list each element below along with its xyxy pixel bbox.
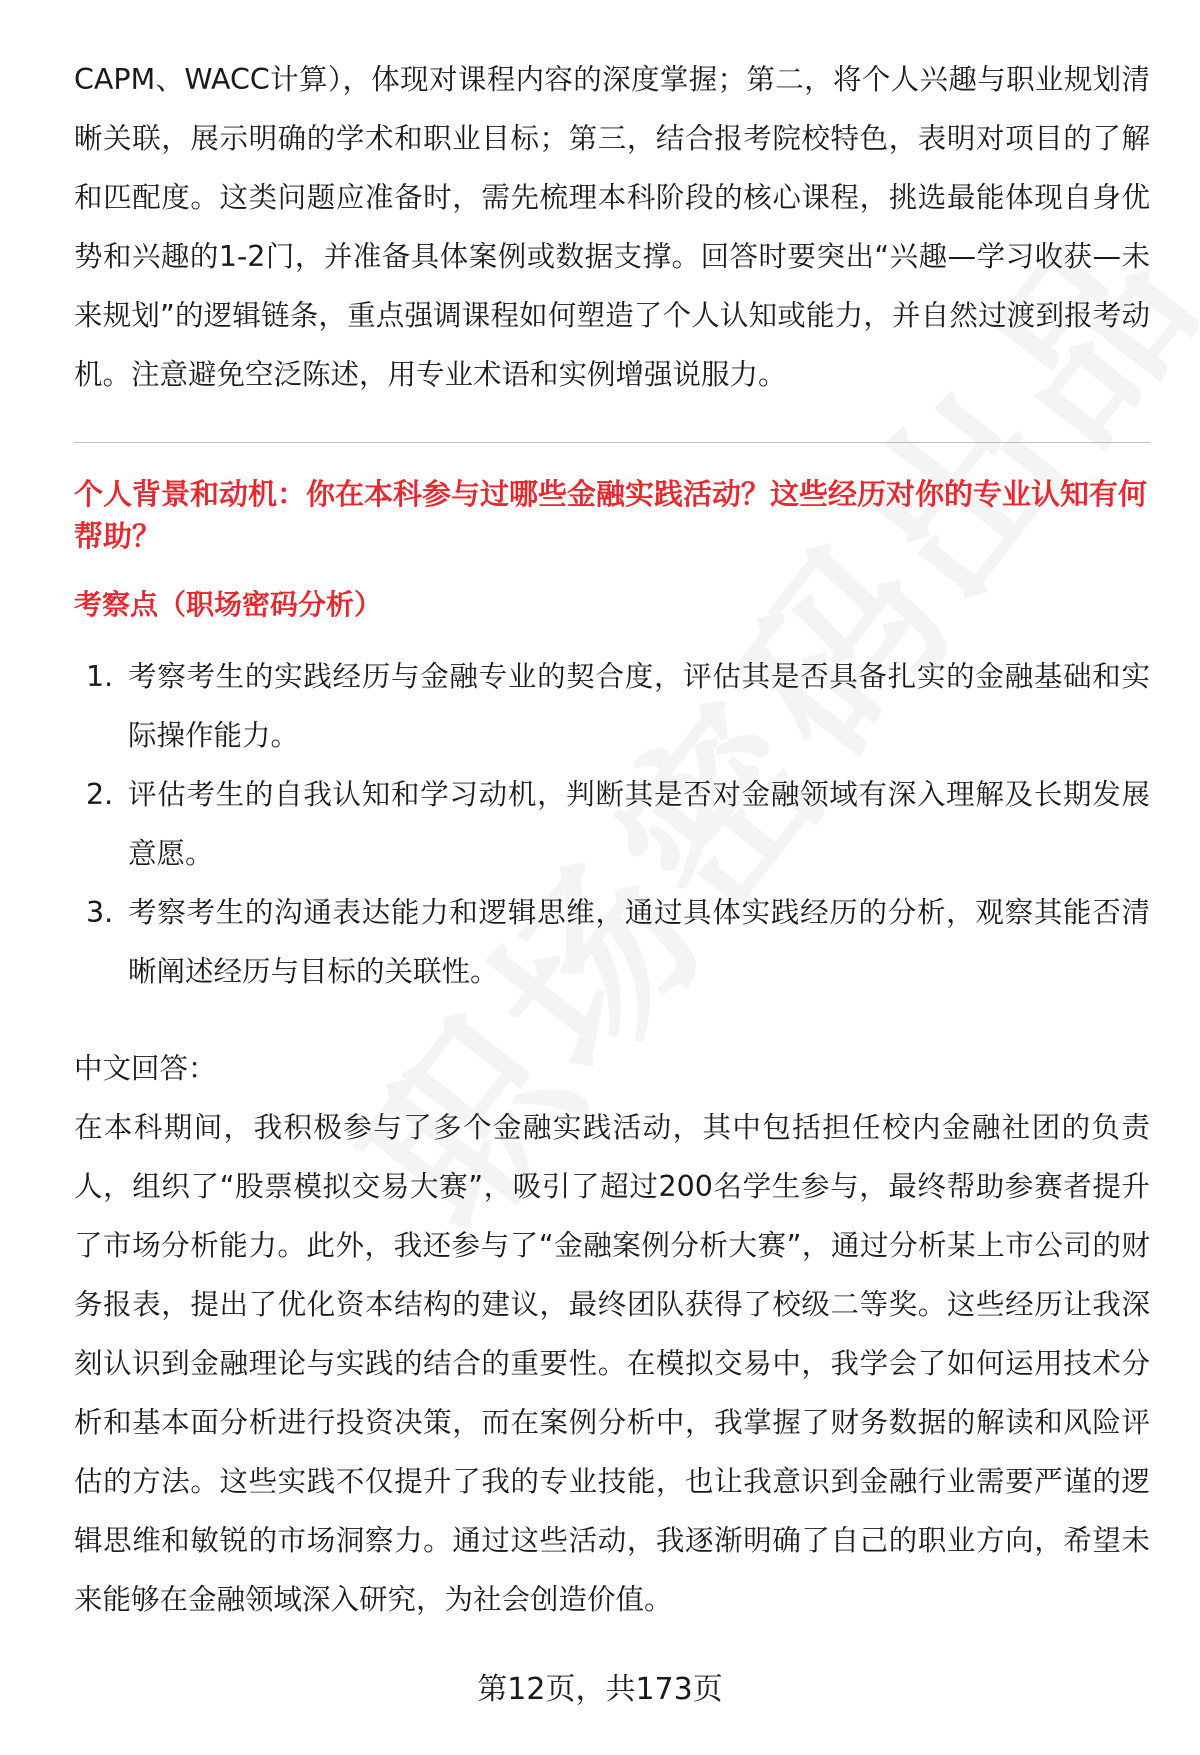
question-heading: 个人背景和动机：你在本科参与过哪些金融实践活动？这些经历对你的专业认知有何帮助？ [74, 477, 1148, 553]
list-item [74, 647, 1150, 765]
list-item-text: 考察考生的沟通表达能力和逻辑思维，通过具体实践经历的分析，观察其能否清晰阐述经历与目标的关联性。 [128, 896, 1150, 988]
page-footer: 第12页，共173页 [477, 1672, 723, 1707]
answer-paragraph: 在本科期间，我积极参与了多个金融实践活动，其中包括担任校内金融社团的负责人，组织了“股票模拟交易大赛”，吸引了超过200名学生参与，最终帮助参赛者提升了市场分析能力。此外，我还参与了“金融案例分析大赛”，通过分析某上市公司的财务报表，提出了优化资本结构的建议，最终团队获得了校级二等奖。这些经历让我深刻认识到金融理论与实践的结合的重要性。在模拟交易中，我学会了如何运用技术分析和基本面分析进行投资决策，而在案例分析中，我掌握了财务数据的解读和风险评估的方法。这些实践不仅提升了我的专业技能，也让我意识到金融行业需要严谨的逻辑思维和敏锐的市场洞察力。通过这些活动，我逐渐明确了自己的职业方向，希望未来能够在金融领域深入研究，为社会创造价值。 [74, 1111, 1150, 1616]
list-item [74, 883, 1150, 1001]
assessment-subheading: 考察点（职场密码分析） [74, 588, 383, 621]
assessment-points-list [74, 647, 1150, 1001]
document-page [74, 50, 1150, 1629]
list-item-number: 2. [86, 778, 114, 811]
list-item [74, 765, 1150, 883]
answer-label: 中文回答： [74, 1052, 217, 1085]
list-item-number: 1. [86, 660, 114, 693]
list-item-text: 评估考生的自我认知和学习动机，判断其是否对金融领域有深入理解及长期发展意愿。 [128, 778, 1150, 870]
list-item-text: 考察考生的实践经历与金融专业的契合度，评估其是否具备扎实的金融基础和实际操作能力。 [128, 660, 1150, 752]
intro-paragraph: CAPM、WACC计算），体现对课程内容的深度掌握；第二，将个人兴趣与职业规划清晰关联，展示明确的学术和职业目标；第三，结合报考院校特色，表明对项目的了解和匹配度。这类问题应准备时，需先梳理本科阶段的核心课程，挑选最能体现自身优势和兴趣的1-2门，并准备具体案例或数据支撑。回答时要突出“兴趣—学习收获—未来规划”的逻辑链条，重点强调课程如何塑造了个人认知或能力，并自然过渡到报考动机。注意避免空泛陈述，用专业术语和实例增强说服力。 [74, 63, 1150, 391]
list-item-number: 3. [86, 896, 114, 929]
section-divider [74, 442, 1150, 443]
